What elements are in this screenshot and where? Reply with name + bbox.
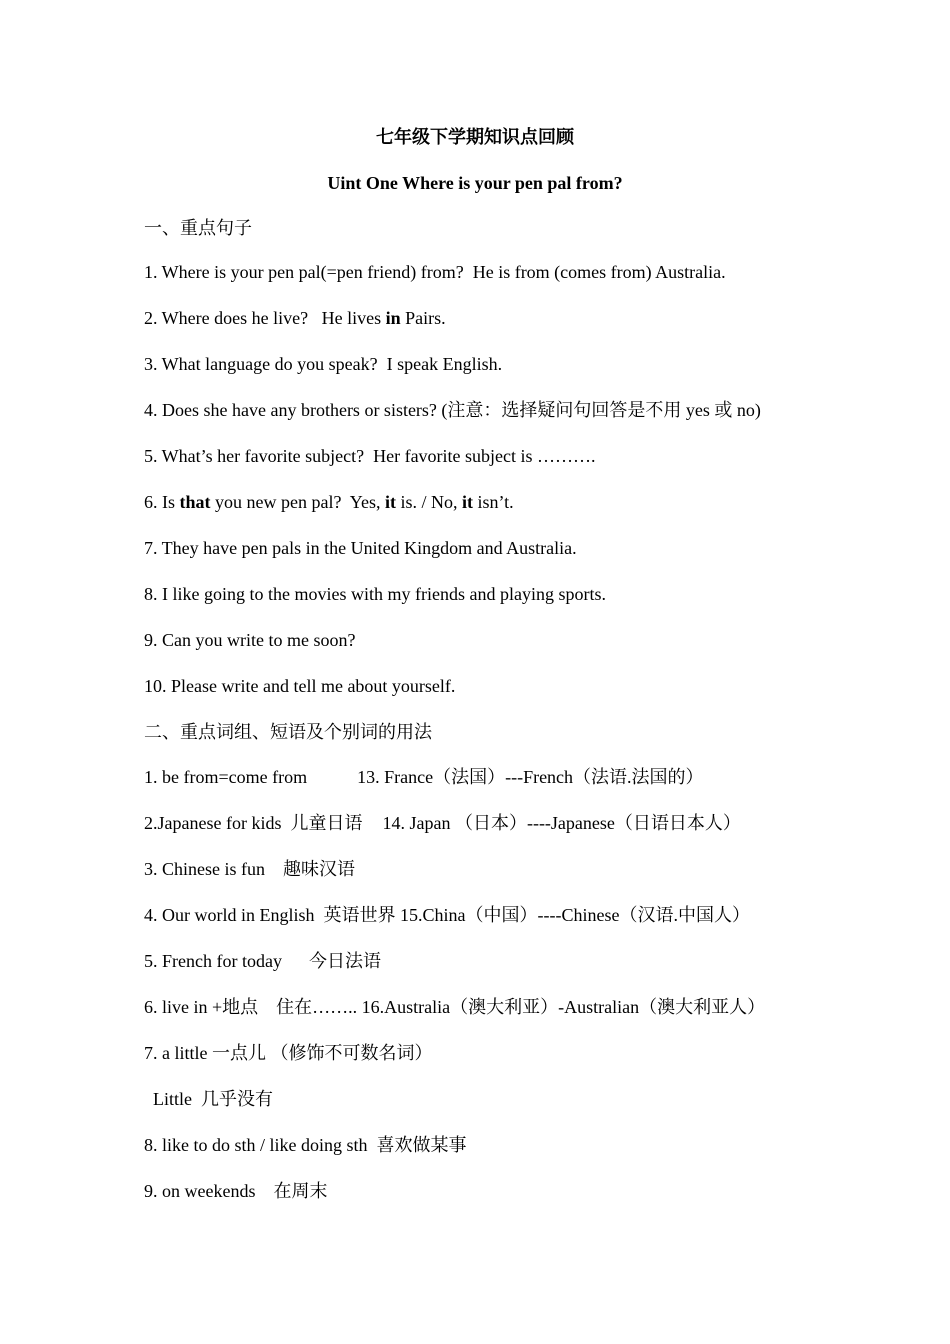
sentence-6-part-a: 6. Is — [144, 492, 180, 512]
phrase-8: 8. like to do sth / like doing sth 喜欢做某事 — [144, 1135, 467, 1155]
sentence-6 — [144, 491, 514, 513]
sentence-2 — [144, 307, 446, 329]
sentence-6-bold-it-1: it — [384, 492, 396, 512]
phrase-1-part-a: 1. be from=come from — [144, 767, 308, 787]
phrase-7: 7. a little 一点儿 （修饰不可数名词） — [144, 1043, 433, 1063]
sentence-1: 1. Where is your pen pal(=pen friend) from? He is from (comes from) Australia. — [144, 262, 726, 282]
sentence-6-part-e: is. / No, — [395, 492, 462, 512]
phrase-13: 13. France（法国）---French（法语.法国的） — [357, 767, 704, 787]
phrase-5: 5. French for today 今日法语 — [144, 951, 381, 971]
phrase-4: 4. Our world in English 英语世界 15.China（中国）----Chinese（汉语.中国人） — [144, 905, 750, 925]
sentence-6-bold-it-2: it — [462, 492, 473, 512]
sentence-2-part-c: Pairs. — [400, 308, 446, 328]
section-heading-key-sentences: 一、重点句子 — [144, 218, 252, 238]
sentence-3: 3. What language do you speak? I speak English. — [144, 354, 503, 374]
unit-title: Uint One Where is your pen pal from? — [327, 173, 623, 193]
phrase-2 — [144, 812, 741, 834]
phrase-9: 9. on weekends 在周末 — [144, 1181, 328, 1201]
sentence-2-bold-in: in — [385, 308, 401, 328]
phrase-14: 14. Japan （日本）----Japanese（日语日本人） — [382, 813, 741, 833]
phrase-2-part-a: 2.Japanese for kids 儿童日语 — [144, 813, 363, 833]
phrase-1 — [144, 766, 704, 788]
phrase-7-little: Little 几乎没有 — [144, 1089, 273, 1109]
sentence-8: 8. I like going to the movies with my friends and playing sports. — [144, 584, 606, 604]
sentence-4: 4. Does she have any brothers or sisters? (注意：选择疑问句回答是不用 yes 或 no) — [144, 400, 761, 420]
phrase-6: 6. live in +地点 住在…….. 16.Australia（澳大利亚）-Australian（澳大利亚人） — [144, 997, 766, 1017]
sentence-2-part-a: 2. Where does he live? He lives — [144, 308, 386, 328]
sentence-9: 9. Can you write to me soon? — [144, 630, 356, 650]
section-heading-key-phrases: 二、重点词组、短语及个别词的用法 — [144, 722, 432, 742]
sentence-6-bold-that: that — [179, 492, 211, 512]
sentence-6-part-c: you new pen pal? Yes, — [210, 492, 385, 512]
phrase-3: 3. Chinese is fun 趣味汉语 — [144, 859, 355, 879]
sentence-7: 7. They have pen pals in the United Kingdom and Australia. — [144, 538, 577, 558]
sentence-10: 10. Please write and tell me about yourself. — [144, 676, 456, 696]
sentence-5: 5. What’s her favorite subject? Her favorite subject is ………. — [144, 446, 596, 466]
sentence-6-part-g: isn’t. — [473, 492, 514, 512]
page-title: 七年级下学期知识点回顾 — [376, 127, 574, 147]
